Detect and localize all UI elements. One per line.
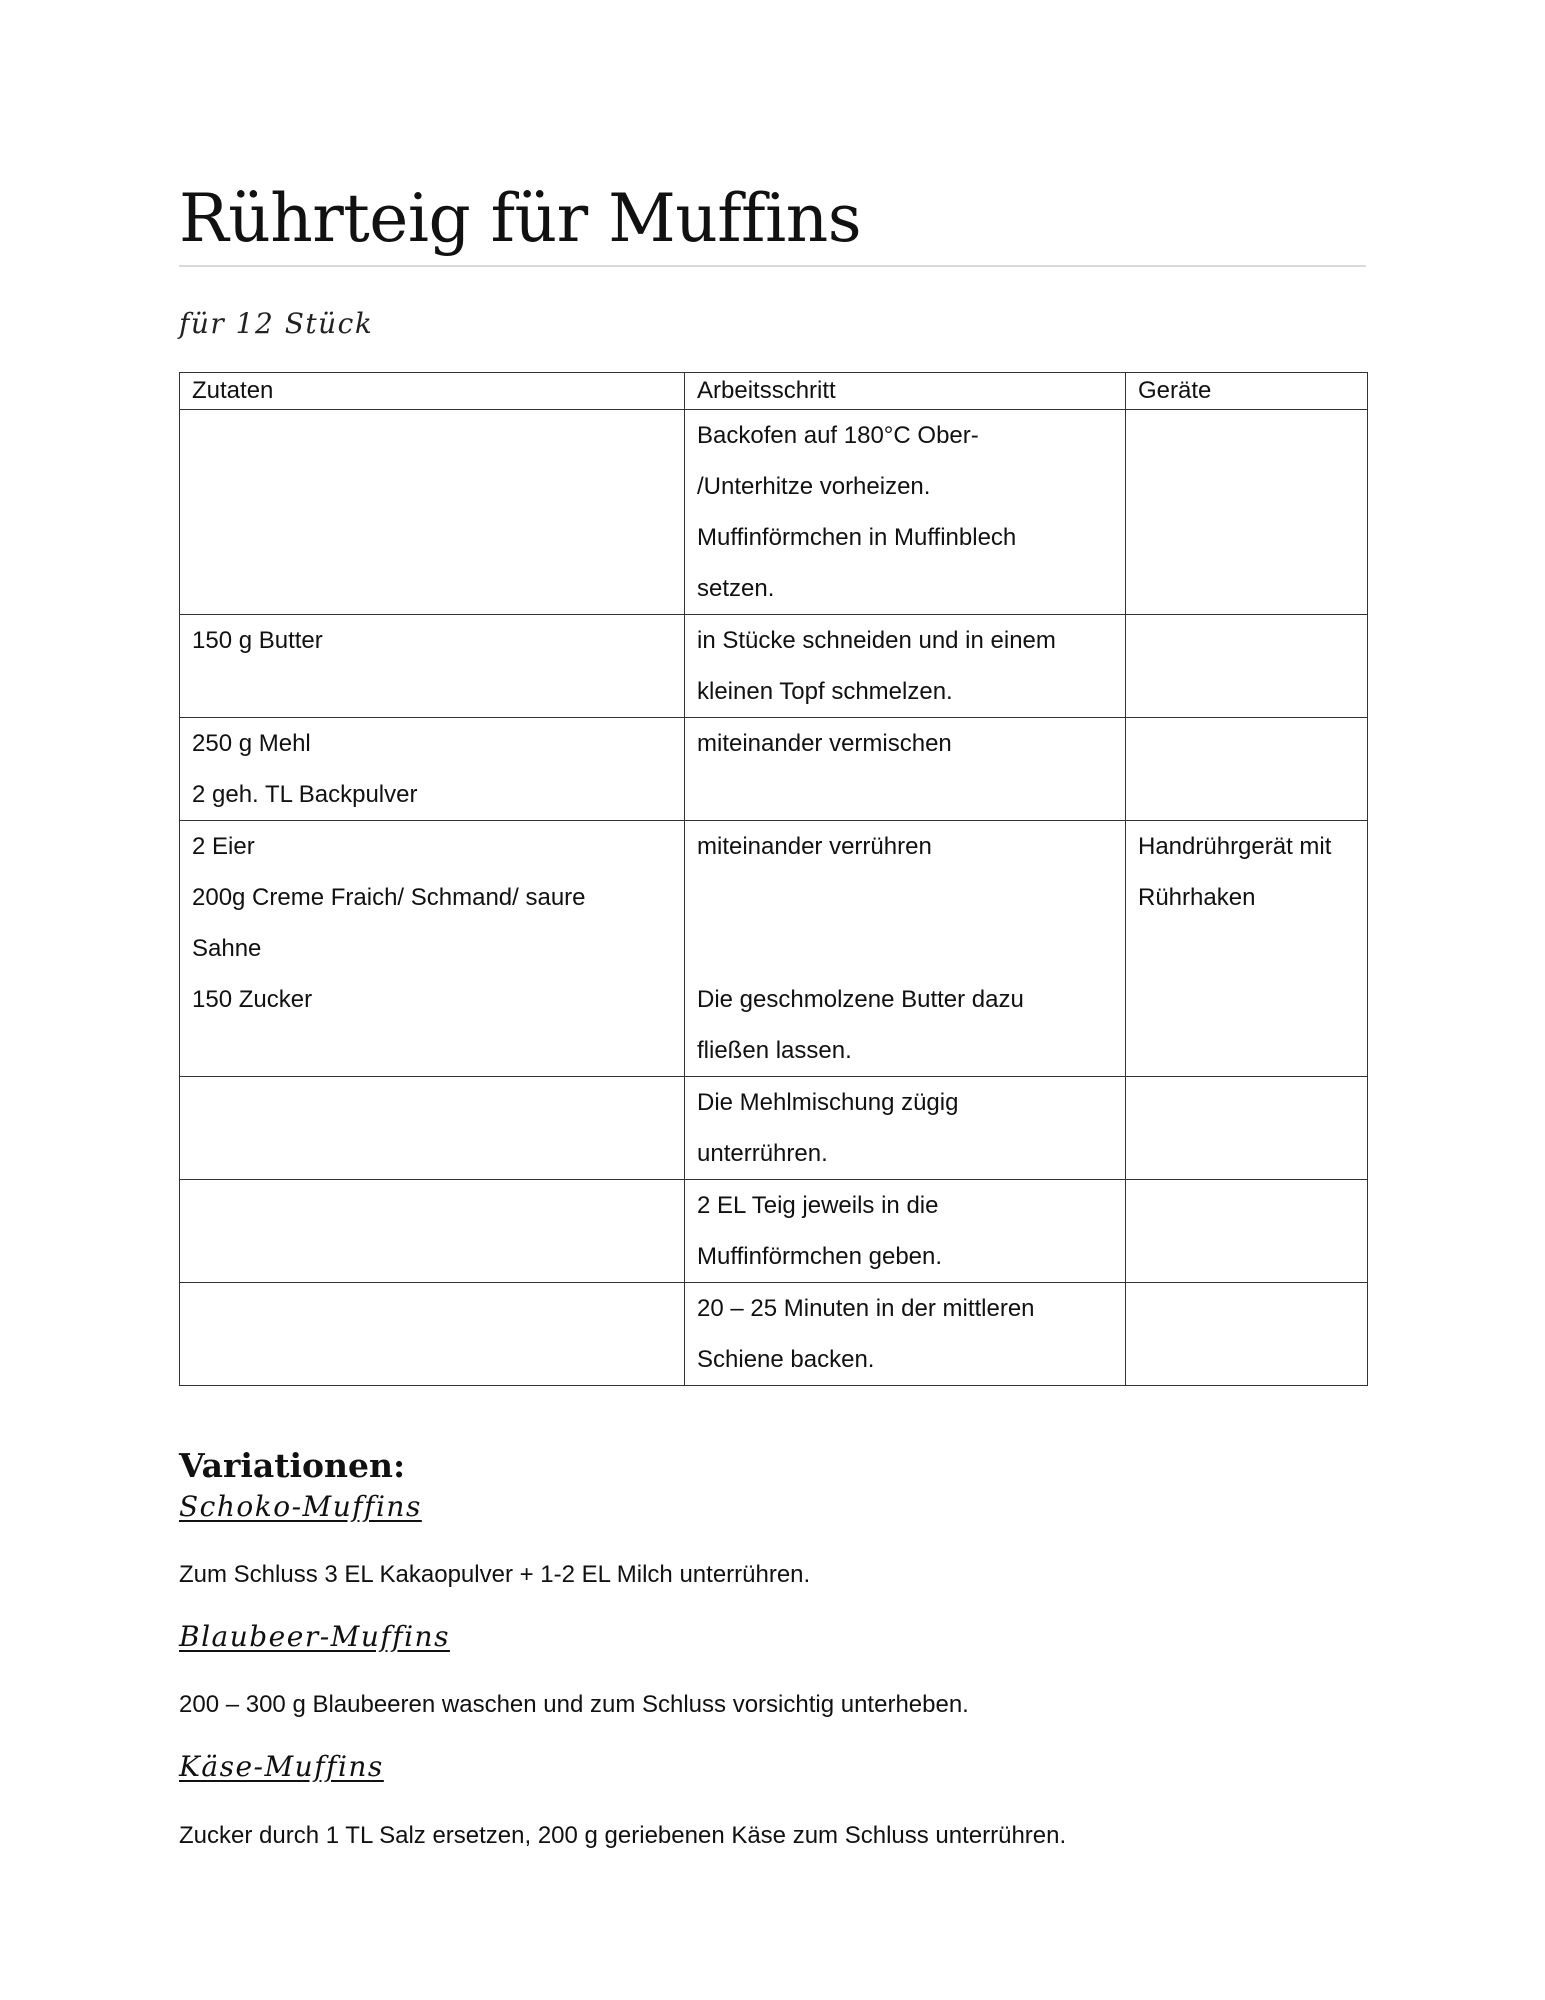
ingredient-line: 200g Creme Fraich/ Schmand/ saure	[192, 884, 586, 911]
table-row	[180, 1283, 1368, 1386]
tool-line: Handrührgerät mit	[1138, 833, 1332, 860]
step-spacer	[697, 872, 1113, 923]
ingredients-cell	[180, 1077, 685, 1180]
step-line: Muffinförmchen geben.	[697, 1243, 943, 1270]
ingredient-line: 150 Zucker	[192, 986, 313, 1013]
title-divider	[179, 265, 1366, 267]
yield-subtitle: für 12 Stück	[179, 307, 374, 340]
tools-cell	[1126, 410, 1368, 615]
step-cell	[685, 718, 1126, 821]
step-line: 20 – 25 Minuten in der mittleren	[697, 1295, 1035, 1322]
step-cell	[685, 1077, 1126, 1180]
ingredients-cell	[180, 615, 685, 718]
table-row	[180, 821, 1368, 1077]
ingredient-line: 250 g Mehl	[192, 730, 311, 757]
variation-text-schoko: Zum Schluss 3 EL Kakaopulver + 1-2 EL Milch unterrühren.	[179, 1561, 811, 1588]
table-row	[180, 615, 1368, 718]
tools-cell	[1126, 1077, 1368, 1180]
column-header-tools: Geräte	[1126, 373, 1368, 410]
ingredients-cell	[180, 821, 685, 1077]
step-line: Die Mehlmischung zügig	[697, 1089, 959, 1116]
tools-cell	[1126, 1180, 1368, 1283]
ingredients-cell	[180, 718, 685, 821]
tools-cell	[1126, 821, 1368, 1077]
tools-cell	[1126, 718, 1368, 821]
step-line: kleinen Topf schmelzen.	[697, 678, 953, 705]
table-row	[180, 1077, 1368, 1180]
variation-title-schoko: Schoko-Muffins	[179, 1490, 422, 1523]
step-line: Muffinförmchen in Muffinblech	[697, 524, 1017, 551]
ingredient-line: 2 Eier	[192, 833, 255, 860]
page-title: Rührteig für Muffins	[179, 180, 862, 257]
ingredient-line: 150 g Butter	[192, 627, 323, 654]
step-line: miteinander verrühren	[697, 833, 932, 860]
variation-text-blaubeer: 200 – 300 g Blaubeeren waschen und zum Schluss vorsichtig unterheben.	[179, 1691, 969, 1718]
table-row	[180, 718, 1368, 821]
ingredient-line: 2 geh. TL Backpulver	[192, 781, 418, 808]
step-cell	[685, 615, 1126, 718]
ingredients-cell	[180, 1180, 685, 1283]
tools-cell	[1126, 1283, 1368, 1386]
step-line: unterrühren.	[697, 1140, 828, 1167]
step-spacer	[697, 923, 1113, 974]
step-line: Die geschmolzene Butter dazu	[697, 986, 1024, 1013]
table-row	[180, 1180, 1368, 1283]
table-header-row	[180, 373, 1368, 410]
ingredient-line: Sahne	[192, 935, 262, 962]
step-line: fließen lassen.	[697, 1037, 852, 1064]
tools-cell	[1126, 615, 1368, 718]
ingredients-cell	[180, 410, 685, 615]
variations-heading: Variationen:	[179, 1446, 406, 1485]
recipe-table	[179, 372, 1368, 1386]
step-line: 2 EL Teig jeweils in die	[697, 1192, 939, 1219]
variation-title-blaubeer: Blaubeer-Muffins	[179, 1620, 450, 1653]
document-page	[179, 0, 1366, 2000]
step-cell	[685, 821, 1126, 1077]
column-header-step: Arbeitsschritt	[685, 373, 1126, 410]
step-line: miteinander vermischen	[697, 730, 952, 757]
step-cell	[685, 1283, 1126, 1386]
step-line: setzen.	[697, 575, 775, 602]
step-line: Schiene backen.	[697, 1346, 875, 1373]
column-header-ingredients: Zutaten	[180, 373, 685, 410]
ingredients-cell	[180, 1283, 685, 1386]
table-row	[180, 410, 1368, 615]
step-cell	[685, 410, 1126, 615]
step-line: Backofen auf 180°C Ober-	[697, 422, 979, 449]
step-line: /Unterhitze vorheizen.	[697, 473, 931, 500]
step-line: in Stücke schneiden und in einem	[697, 627, 1056, 654]
variation-title-kaese: Käse-Muffins	[179, 1750, 384, 1783]
step-cell	[685, 1180, 1126, 1283]
tool-line: Rührhaken	[1138, 884, 1256, 911]
variation-text-kaese: Zucker durch 1 TL Salz ersetzen, 200 g geriebenen Käse zum Schluss unterrühren.	[179, 1822, 1067, 1849]
